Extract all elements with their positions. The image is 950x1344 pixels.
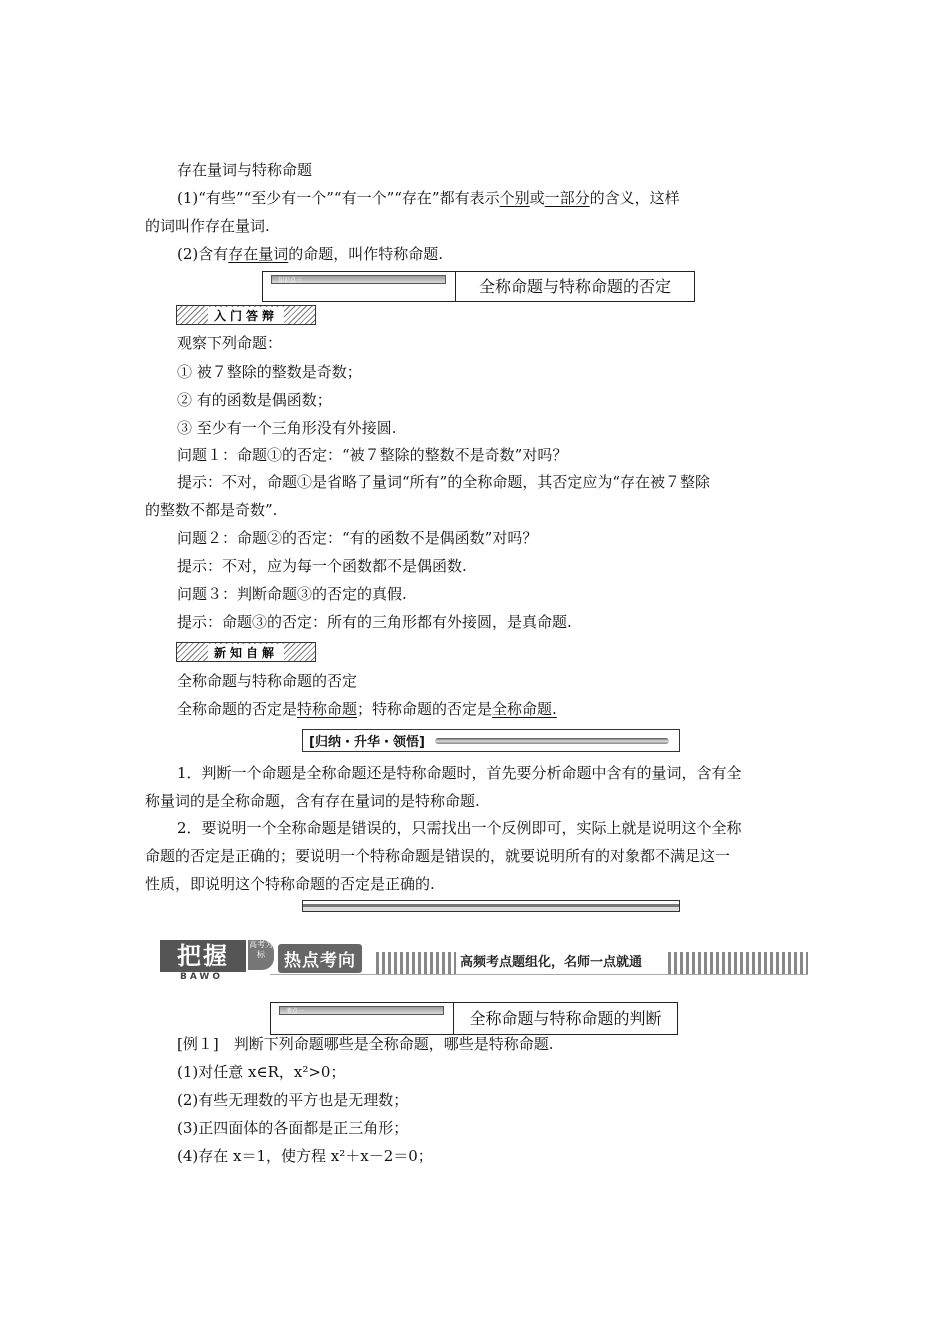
summary-footer-rule xyxy=(302,900,680,912)
list-item: (1)对任意 x∈R，x²>0； xyxy=(177,1063,346,1081)
summary-paragraph-1-cont: 称量词的是全称命题，含有存在量词的是特称命题. xyxy=(145,792,480,810)
underlined-term: 特称命题 xyxy=(297,700,358,718)
observe-lead: 观察下列命题： xyxy=(177,334,283,352)
text-segment: 的含义，这样 xyxy=(589,189,680,207)
list-item: ② 有的函数是偶函数； xyxy=(177,391,332,409)
knowledge-point-title: 全称命题与特称命题的否定 xyxy=(478,277,671,296)
banner-title: 把握 xyxy=(160,940,246,972)
answer-3: 提示：命题③的否定：所有的三角形都有外接圆，是真命题. xyxy=(177,613,572,631)
list-item: ① 被７整除的整数是奇数； xyxy=(177,363,362,381)
underlined-term: 个别 xyxy=(499,189,530,207)
section-title-exist: 存在量词与特称命题 xyxy=(177,161,313,179)
banner-stripes xyxy=(668,952,808,974)
text-segment: ；特称命题的否定是 xyxy=(357,700,493,718)
example-lead: [例１] 判断下列命题哪些是全称命题，哪些是特称命题. xyxy=(177,1035,554,1053)
banner-tagline: 高频考点题组化，名师一点就通 xyxy=(460,955,643,970)
paragraph-exist-2 xyxy=(145,240,842,268)
summary-paragraph-2-cont: 命题的否定是正确的；要说明一个特称命题是错误的，就要说明所有的对象都不满足这一 xyxy=(145,847,731,865)
banner-badge: 高考为标 xyxy=(248,940,274,970)
text-segment: 的命题，叫作特称命题. xyxy=(288,245,444,263)
underlined-term: 全称命题. xyxy=(492,700,557,718)
paragraph-exist-1 xyxy=(145,184,842,212)
banner-rule xyxy=(270,974,808,975)
summary-paragraph-1: 1．判断一个命题是全称命题还是特称命题时，首先要分析命题中含有的量词，含有全 xyxy=(177,764,742,782)
question-2: 问题２：命题②的否定：“有的函数不是偶函数”对吗？ xyxy=(177,529,538,547)
knowledge-point-tag-area xyxy=(263,272,456,301)
summary-paragraph-2-cont: 性质，即说明这个特称命题的否定是正确的. xyxy=(145,875,435,893)
knowledge-point-tag: 知识点三 xyxy=(271,275,446,284)
summary-rule xyxy=(435,738,669,744)
paragraph-exist-1-cont: 的词叫作存在量词. xyxy=(145,217,270,235)
negation-title: 全称命题与特称命题的否定 xyxy=(177,672,358,690)
underlined-term: 存在量词 xyxy=(228,245,289,263)
summary-label: [归纳・升华・领悟] xyxy=(309,735,425,750)
negation-rule xyxy=(145,695,842,723)
answer-2: 提示：不对，应为每一个函数都不是偶函数. xyxy=(177,557,467,575)
summary-paragraph-2: 2．要说明一个全称命题是错误的，只需找出一个反例即可，实际上就是说明这个全称 xyxy=(177,819,742,837)
intro-answer-label: 入门答辩 xyxy=(208,307,284,324)
new-knowledge-label: 新知自解 xyxy=(208,644,284,661)
list-item: ③ 至少有一个三角形没有外接圆. xyxy=(177,419,397,437)
intro-answer-tag xyxy=(176,305,316,325)
new-knowledge-tag xyxy=(176,642,316,662)
hot-topics-banner xyxy=(160,938,808,984)
banner-hot-label: 热点考向 xyxy=(278,944,362,973)
text-segment: 全称命题的否定是 xyxy=(177,700,298,718)
text-segment: 或 xyxy=(529,189,545,207)
text-segment: (1)“有些”“至少有一个”“有一个”“存在”都有表示 xyxy=(177,189,500,207)
list-item: (3)正四面体的各面都是正三角形； xyxy=(177,1119,409,1137)
text-segment: (2)含有 xyxy=(177,245,229,263)
summary-header xyxy=(302,729,680,752)
list-item: (2)有些无理数的平方也是无理数； xyxy=(177,1091,409,1109)
banner-subtitle: BAWO xyxy=(180,972,223,982)
answer-1-cont: 的整数不都是奇数”. xyxy=(145,501,278,519)
question-1: 问题１：命题①的否定：“被７整除的整数不是奇数”对吗？ xyxy=(177,446,568,464)
knowledge-point-header xyxy=(262,271,695,302)
banner-stripes xyxy=(376,952,456,974)
underlined-term: 一部分 xyxy=(544,189,590,207)
topic-tag: 考点一 xyxy=(279,1006,444,1015)
answer-1: 提示：不对，命题①是省略了量词“所有”的全称命题，其否定应为“存在被７整除 xyxy=(177,473,711,491)
topic-title: 全称命题与特称命题的判断 xyxy=(469,1009,662,1028)
question-3: 问题３：判断命题③的否定的真假. xyxy=(177,585,407,603)
list-item: (4)存在 x＝1，使方程 x²＋x－2＝0； xyxy=(177,1147,433,1165)
